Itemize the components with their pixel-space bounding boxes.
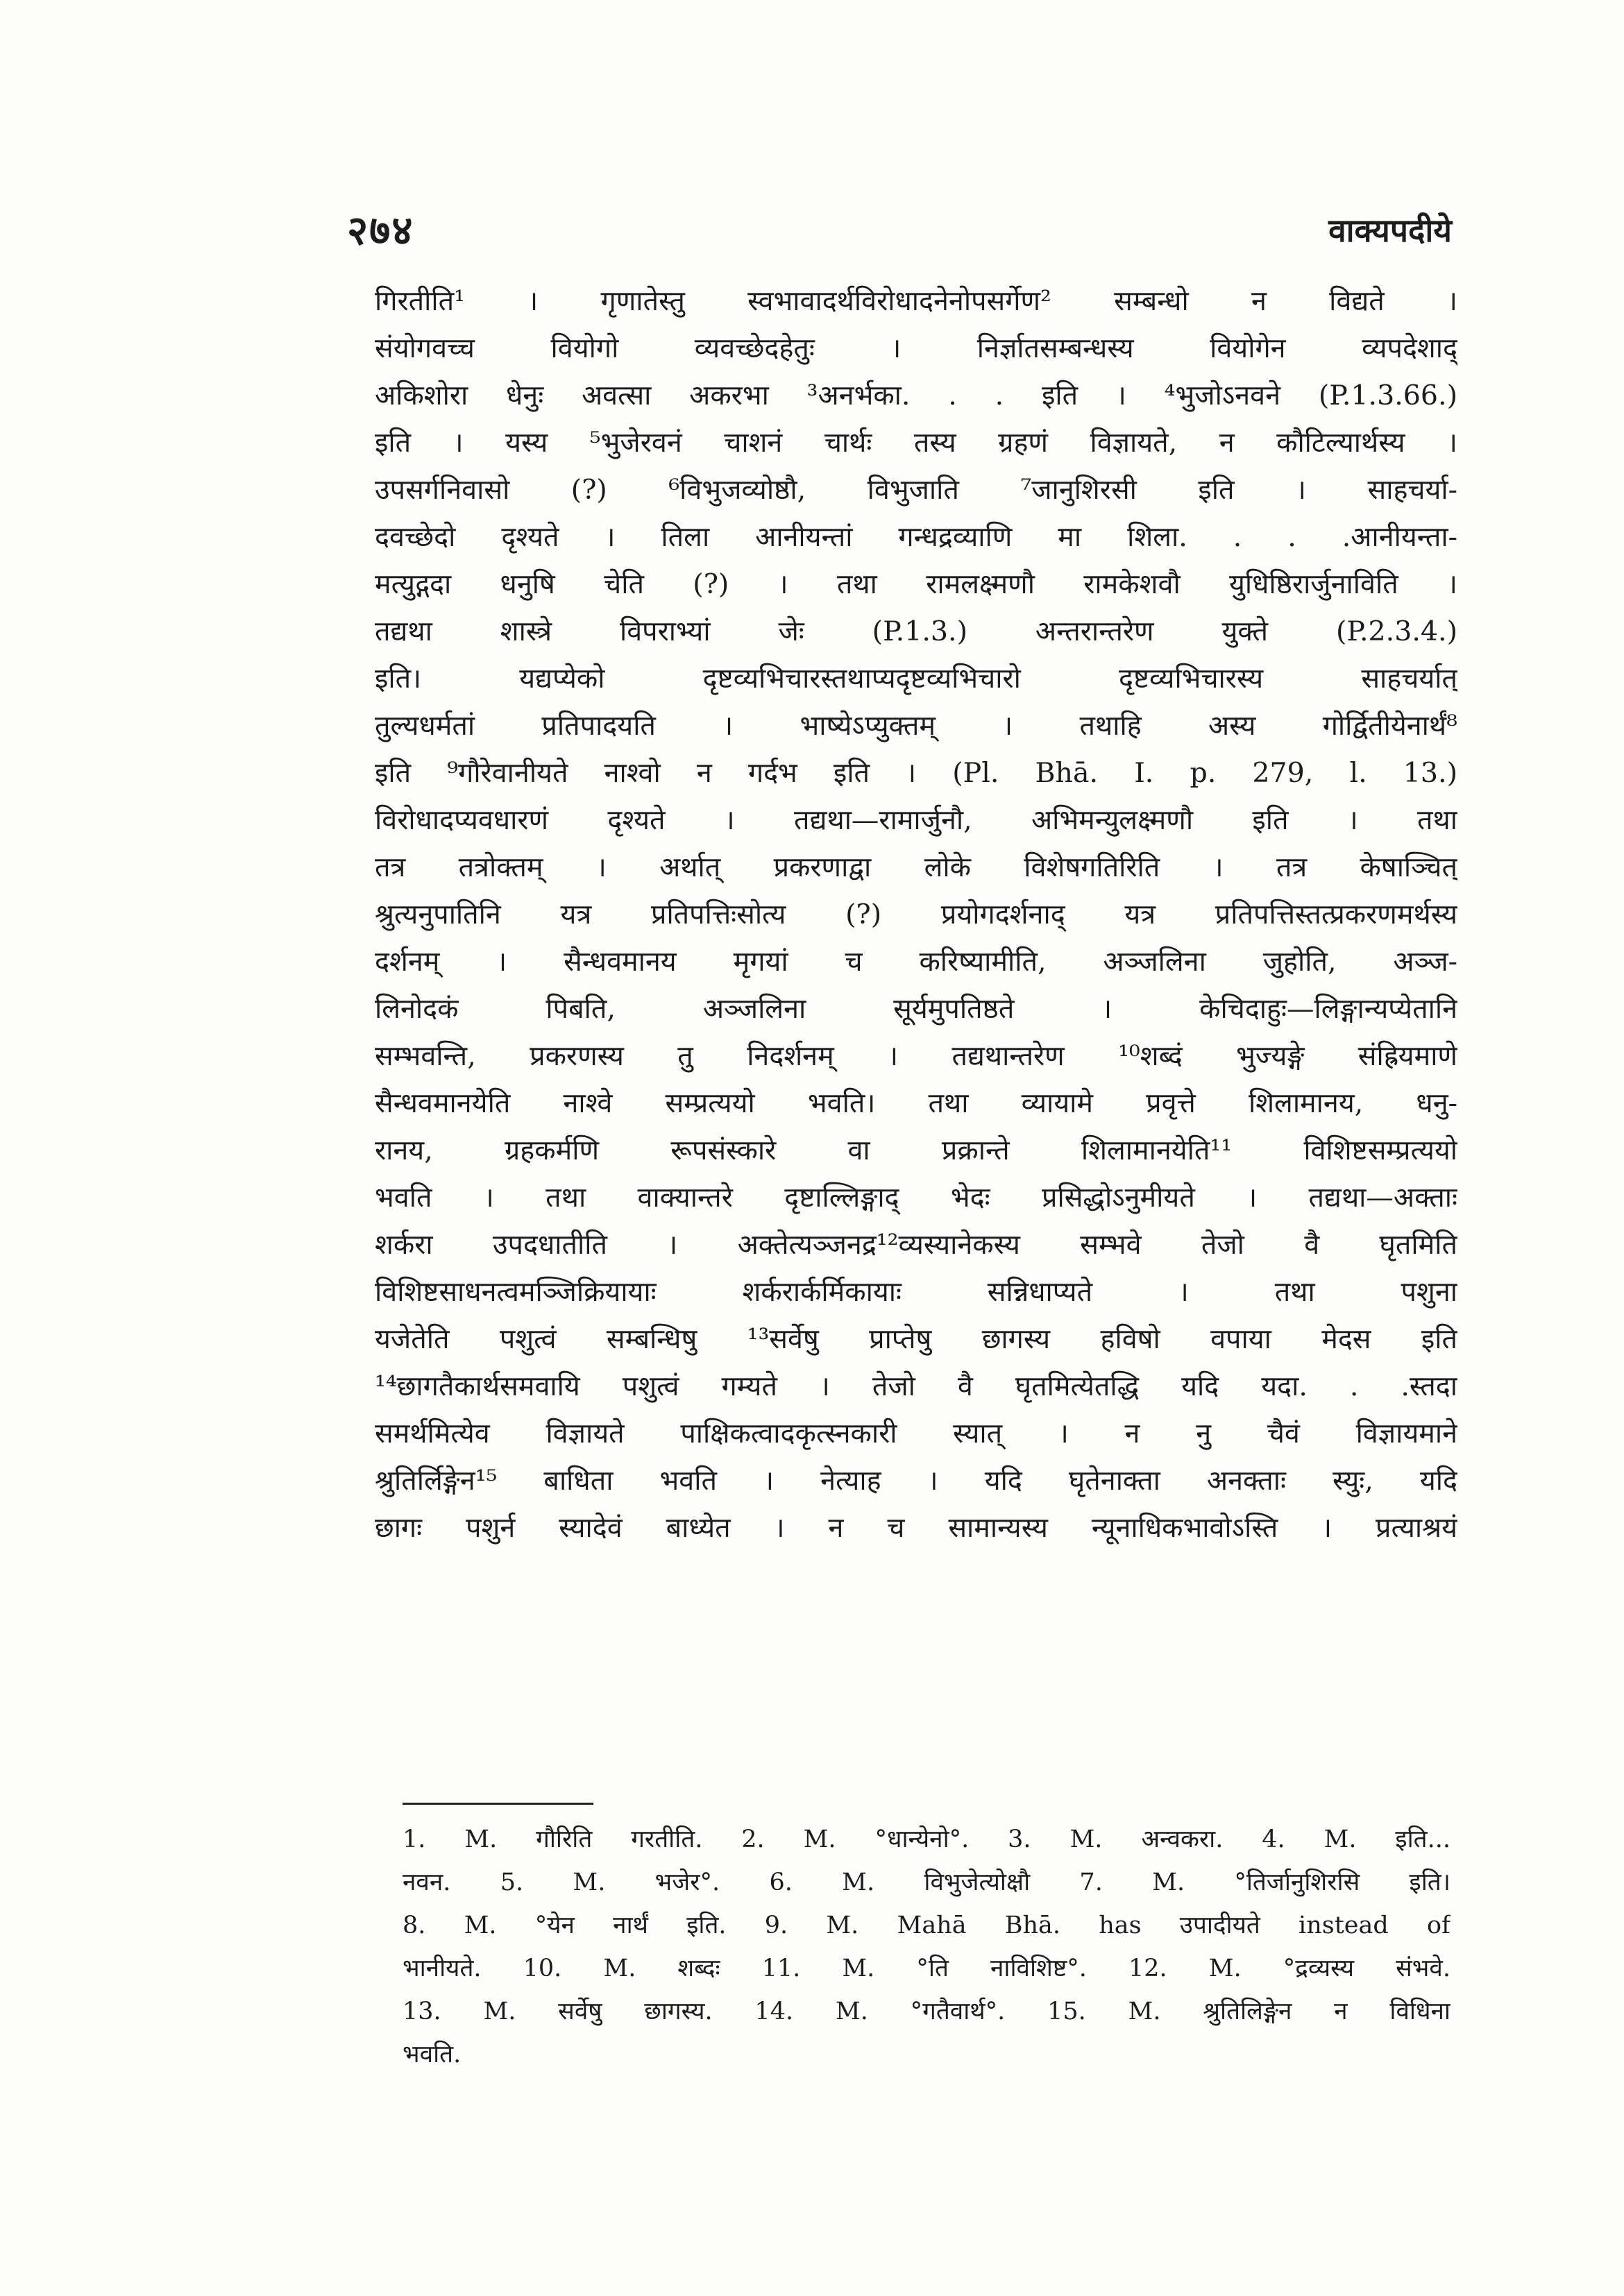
text-line: विशिष्टसाधनत्वमञ्जिक्रियायाः शर्करार्कर्मिकायाः सन्निधाप्यते । तथा पशुना [375,1276,1457,1308]
footnote-line: भानीयते. 10. M. शब्दः 11. M. °ति नाविशिष्ट°. 12. M. °द्रव्यस्य संभवे. [403,1955,1450,1982]
footnotes [403,1818,1450,2076]
text-line: यजेतेति पशुत्वं सम्बन्धिषु ¹³सर्वेषु प्राप्तेषु छागस्य हविषो वपाया मेदस इति [375,1323,1457,1355]
text-line: गिरतीति¹ । गृणातेस्तु स्वभावादर्थविरोधादनेनोपसर्गेण² सम्बन्धो न विद्यते । [375,285,1457,317]
text-line: तद्यथा शास्त्रे विपराभ्यां जेः (P.1.3.) अन्तरान्तरेण युक्ते (P.2.3.4.) [375,615,1457,647]
footnote-line: नवन. 5. M. भजेर°. 6. M. विभुजेत्योक्षौ 7. M. °तिर्जानुशिरसि इति। [403,1869,1450,1896]
footnote-line: 13. M. सर्वेषु छागस्य. 14. M. °गतैवार्थ°. 15. M. श्रुतिलिङ्गेन न विधिना [403,1998,1450,2025]
running-title: वाक्यपदीये [1328,212,1452,249]
text-line: दर्शनम् । सैन्धवमानय मृगयां च करिष्यामीति, अञ्जलिना जुहोति, अञ्ज- [375,946,1457,978]
text-line: रानय, ग्रहकर्मणि रूपसंस्कारे वा प्रक्रान्ते शिलामानयेति¹¹ विशिष्टसम्प्रत्ययो [375,1134,1457,1166]
text-line: इति ⁹गौरेवानीयते नाश्वो न गर्दभ इति । (Pl. Bhā. I. p. 279, l. 13.) [375,757,1457,789]
text-line: तत्र तत्रोक्तम् । अर्थात् प्रकरणाद्वा लोके विशेषगतिरिति । तत्र केषाञ्चित् [375,851,1457,883]
footnote-line: 1. M. गौरिति गरतीति. 2. M. °धान्येनो°. 3. M. अन्वकरा. 4. M. इति... [403,1826,1450,1853]
text-line: श्रुतिर्लिङ्गेन¹⁵ बाधिता भवति । नेत्याह । यदि घृतेनाक्ता अनक्ताः स्युः, यदि [375,1465,1457,1497]
text-line: समर्थमित्येव विज्ञायते पाक्षिकत्वादकृत्स्नकारी स्यात् । न नु चैवं विज्ञायमाने [375,1418,1457,1449]
text-line: विरोधादप्यवधारणं दृश्यते । तद्यथा—रामार्जुनौ, अभिमन्युलक्ष्मणौ इति । तथा [375,804,1457,836]
text-line: सम्भवन्ति, प्रकरणस्य तु निदर्शनम् । तद्यथान्तरेण ¹⁰शब्दं भुज्यङ्गे संह्रियमाणे [375,1040,1457,1072]
text-line: मत्युद्गदा धनुषि चेति (?) । तथा रामलक्ष्मणौ रामकेशवौ युधिष्ठिरार्जुनाविति । [375,568,1457,600]
footnote-line: 8. M. °येन नार्थं इति. 9. M. Mahā Bhā. has उपादीयते instead of [403,1912,1450,1939]
text-line: संयोगवच्च वियोगो व्यवच्छेदहेतुः । निर्ज्ञातसम्बन्धस्य वियोगेन व्यपदेशाद् [375,332,1457,364]
text-line: इति। यद्यप्येको दृष्टव्यभिचारस्तथाप्यदृष्टव्यभिचारो दृष्टव्यभिचारस्य साहचर्यात् [375,663,1457,695]
main-text [375,278,1457,1551]
text-line: श्रुत्यनुपातिनि यत्र प्रतिपत्तिःसोत्य (?) प्रयोगदर्शनाद् यत्र प्रतिपत्तिस्तत्प्रकरणमर्थस्य [375,899,1457,930]
text-line: दवच्छेदो दृश्यते । तिला आनीयन्तां गन्धद्रव्याणि मा शिला. . . .आनीयन्ता- [375,521,1457,553]
text-line: लिनोदकं पिबति, अञ्जलिना सूर्यमुपतिष्ठते । केचिदाहुः—लिङ्गान्यप्येतानि [375,993,1457,1025]
text-line: उपसर्गनिवासो (?) ⁶विभुजव्योष्ठौ, विभुजाति ⁷जानुशिरसी इति । साहचर्या- [375,474,1457,506]
text-line: तुल्यधर्मतां प्रतिपादयति । भाष्येऽप्युक्तम् । तथाहि अस्य गोर्द्वितीयेनार्थं⁸ [375,710,1457,742]
text-line: सैन्धवमानयेति नाश्वे सम्प्रत्ययो भवति। तथा व्यायामे प्रवृत्ते शिलामानय, धनु- [375,1087,1457,1119]
text-line: भवति । तथा वाक्यान्तरे दृष्टाल्लिङ्गाद् भेदः प्रसिद्धोऽनुमीयते । तद्यथा—अक्ताः [375,1182,1457,1214]
text-line: अकिशोरा धेनुः अवत्सा अकरभा ³अनर्भका. . . इति । ⁴भुजोऽनवने (P.1.3.66.) [375,380,1457,411]
text-line: ¹⁴छागतैकार्थसमवायि पशुत्वं गम्यते । तेजो वै घृतमित्येतद्धि यदि यदा. . .स्तदा [375,1370,1457,1402]
page-number: २७४ [347,207,414,254]
footnote-divider [403,1803,593,1805]
text-line: शर्करा उपदधातीति । अक्तेत्यञ्जनद्र¹²व्यस्यानेकस्य सम्भवे तेजो वै घृतमिति [375,1229,1457,1261]
text-line: छागः पशुर्न स्यादेवं बाध्येत । न च सामान्यस्य न्यूनाधिकभावोऽस्ति । प्रत्याश्रयं [375,1512,1457,1544]
text-line: इति । यस्य ⁵भुजेरवनं चाशनं चार्थः तस्य ग्रहणं विज्ञायते, न कौटिल्यार्थस्य । [375,427,1457,459]
footnote-line: भवति. [403,2041,462,2068]
